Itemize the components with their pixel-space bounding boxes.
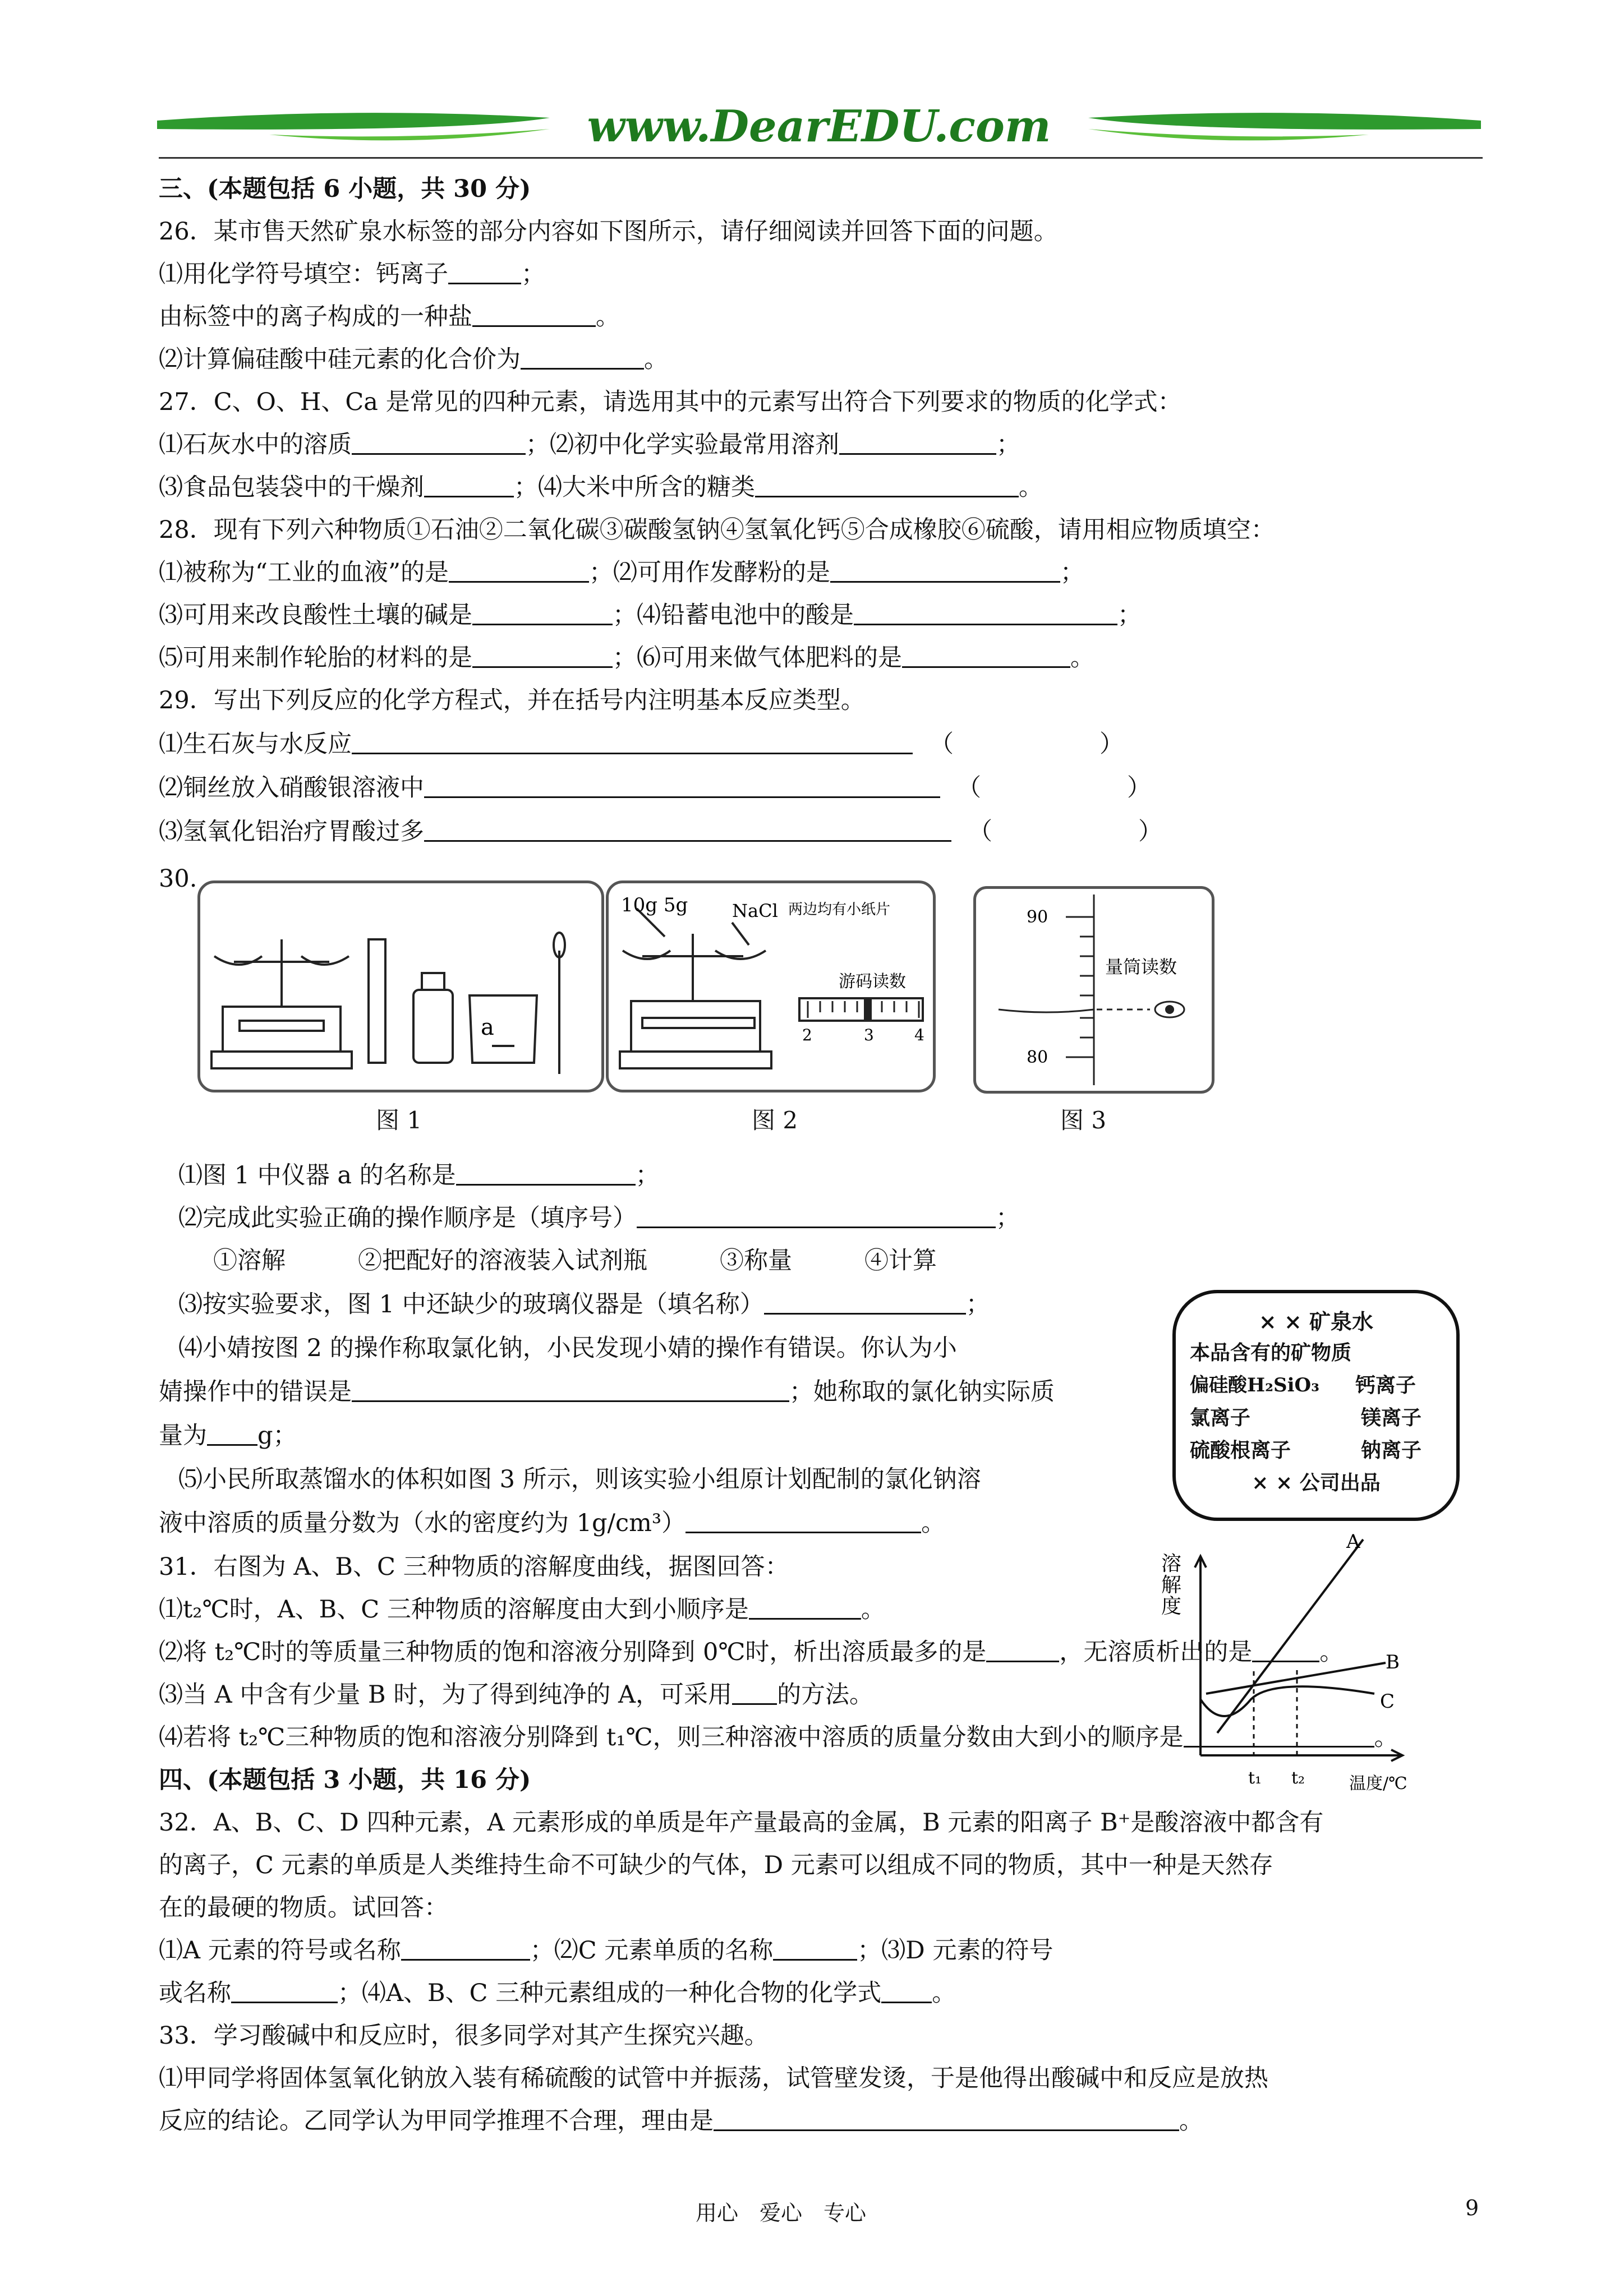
question-26: 26．某市售天然矿泉水标签的部分内容如下图所示，请仔细阅读并回答下面的问题。 bbox=[159, 218, 1058, 246]
question-31-4: ⑷若将 t₂℃三种物质的饱和溶液分别降到 t₁℃，则三种溶液中溶质的质量分数由大到小的顺序是 。 bbox=[159, 1723, 1398, 1751]
question-31-3: ⑶当 A 中含有少量 B 时，为了得到纯净的 A，可采用 的方法。 bbox=[159, 1681, 874, 1709]
weights-label: 10g 5g bbox=[621, 894, 688, 916]
answer-blank[interactable] bbox=[352, 434, 526, 455]
label-chloride: 氯离子 bbox=[1190, 1406, 1251, 1430]
question-31-1: ⑴t₂℃时，A、B、C 三种物质的溶解度由大到小顺序是 。 bbox=[159, 1596, 885, 1624]
figure-3-caption: 图 3 bbox=[1060, 1106, 1107, 1134]
answer-blank[interactable] bbox=[448, 264, 521, 284]
question-33-1b: 反应的结论。乙同学认为甲同学推理不合理，理由是 。 bbox=[159, 2107, 1203, 2135]
question-28-1: ⑴被称为“工业的血液”的是 ；⑵可用作发酵粉的是 ； bbox=[159, 559, 1084, 587]
label-line-1: 本品含有的矿物质 bbox=[1190, 1341, 1352, 1364]
question-32c: 在的最硬的物质。试回答： bbox=[159, 1894, 448, 1922]
question-26-1: ⑴用化学符号填空：钙离子 ； bbox=[159, 260, 545, 288]
answer-blank[interactable] bbox=[986, 1642, 1059, 1662]
label-company: × × 公司出品 bbox=[1252, 1471, 1381, 1495]
question-32b: 的离子，C 元素的单质是人类维持生命不可缺少的气体，D 元素可以组成不同的物质，其中一种是天然存 bbox=[159, 1851, 1273, 1879]
question-30-5: ⑸小民所取蒸馏水的体积如图 3 所示，则该实验小组原计划配制的氯化钠溶 bbox=[178, 1465, 981, 1493]
rider-tick: 4 bbox=[914, 1026, 924, 1044]
header-rule bbox=[159, 157, 1483, 159]
label-title: × × 矿泉水 bbox=[1258, 1309, 1374, 1334]
cylinder-80: 80 bbox=[1027, 1048, 1048, 1067]
answer-blank[interactable] bbox=[755, 477, 1019, 497]
answer-blank[interactable] bbox=[521, 349, 644, 370]
question-33: 33．学习酸碱中和反应时，很多同学对其产生探究兴趣。 bbox=[159, 2022, 769, 2050]
label-sulfate: 硫酸根离子 bbox=[1190, 1439, 1291, 1462]
question-30-4c: 量为 g； bbox=[159, 1422, 297, 1450]
figure-1 bbox=[197, 880, 604, 1092]
paper-note: 两边均有小纸片 bbox=[788, 901, 891, 918]
section-3-heading: 三、(本题包括 6 小题，共 30 分) bbox=[159, 175, 531, 203]
chart-ylabel-2: 解 bbox=[1161, 1574, 1182, 1597]
answer-blank[interactable] bbox=[472, 605, 613, 625]
answer-blank[interactable] bbox=[749, 1599, 861, 1620]
question-28: 28．现有下列六种物质①石油②二氧化碳③碳酸氢钠④氢氧化钙⑤合成橡胶⑥硫酸，请用相应物质填空： bbox=[159, 516, 1275, 544]
curve-a bbox=[1217, 1539, 1363, 1733]
section-4-heading: 四、(本题包括 3 小题，共 16 分) bbox=[159, 1766, 531, 1794]
question-30-5b: 液中溶质的质量分数为（水的密度约为 1g/cm³） 。 bbox=[159, 1509, 946, 1537]
label-magnesium: 镁离子 bbox=[1361, 1406, 1422, 1430]
question-30-4b: 婧操作中的错误是 ；她称取的氯化钠实际质 bbox=[159, 1378, 1055, 1406]
question-30-options: ①溶解 ②把配好的溶液装入试剂瓶 ③称量 ④计算 bbox=[213, 1247, 937, 1275]
question-28-5: ⑸可用来制作轮胎的材料的是 ；⑹可用来做气体肥料的是 。 bbox=[159, 644, 1094, 672]
solubility-chart bbox=[1150, 1525, 1430, 1795]
answer-blank[interactable] bbox=[456, 1165, 636, 1186]
answer-blank[interactable] bbox=[352, 734, 913, 754]
question-29-2: ⑵铜丝放入硝酸银溶液中 （ ） bbox=[159, 774, 1151, 802]
answer-blank[interactable] bbox=[424, 777, 940, 798]
chart-ylabel-1: 溶 bbox=[1161, 1552, 1182, 1575]
series-a-label: A bbox=[1346, 1530, 1360, 1553]
answer-blank[interactable] bbox=[472, 306, 596, 327]
question-30: 30. bbox=[159, 865, 197, 893]
label-sodium: 钠离子 bbox=[1361, 1439, 1422, 1462]
answer-blank[interactable] bbox=[830, 562, 1060, 583]
figure-1-caption: 图 1 bbox=[376, 1106, 422, 1134]
cylinder-90: 90 bbox=[1027, 907, 1048, 927]
chart-ylabel-3: 度 bbox=[1161, 1595, 1182, 1618]
answer-blank[interactable] bbox=[401, 1940, 530, 1961]
question-26-2: ⑵计算偏硅酸中硅元素的化合价为 。 bbox=[159, 345, 668, 374]
answer-blank[interactable] bbox=[773, 1940, 857, 1961]
question-28-3: ⑶可用来改良酸性土壤的碱是 ；⑷铅蓄电池中的酸是 ； bbox=[159, 601, 1142, 629]
label-calcium: 钙离子 bbox=[1355, 1373, 1416, 1397]
question-32: 32．A、B、C、D 四种元素，A 元素形成的单质是年产量最高的金属，B 元素的阳离子 B⁺是酸溶液中都含有 bbox=[159, 1809, 1324, 1837]
question-29: 29．写出下列反应的化学方程式，并在括号内注明基本反应类型。 bbox=[159, 686, 865, 714]
question-30-1: ⑴图 1 中仪器 a 的名称是 ； bbox=[178, 1161, 660, 1190]
label-silicic: 偏硅酸H₂SiO₃ bbox=[1190, 1374, 1319, 1396]
question-27: 27．C、O、H、Ca 是常见的四种元素，请选用其中的元素写出符合下列要求的物质的化学式： bbox=[159, 388, 1182, 416]
t2-label: t₂ bbox=[1291, 1768, 1305, 1788]
answer-blank[interactable] bbox=[854, 605, 1117, 625]
chart-xlabel: 温度/℃ bbox=[1349, 1774, 1407, 1794]
answer-blank[interactable] bbox=[686, 1513, 921, 1533]
question-27-3: ⑶食品包装袋中的干燥剂 ；⑷大米中所含的糖类 。 bbox=[159, 473, 1043, 501]
mineral-water-label bbox=[1172, 1290, 1460, 1521]
rider-tick: 2 bbox=[802, 1026, 812, 1044]
figure-2 bbox=[606, 880, 936, 1092]
rider-tick: 3 bbox=[864, 1026, 874, 1044]
answer-blank[interactable] bbox=[764, 1294, 966, 1315]
cylinder-read-label: 量筒读数 bbox=[1105, 956, 1177, 978]
answer-blank[interactable] bbox=[472, 647, 613, 668]
answer-blank[interactable] bbox=[839, 434, 996, 455]
question-30-2: ⑵完成此实验正确的操作顺序是（填序号） ； bbox=[178, 1204, 1020, 1232]
question-32-1b: 或名称 ；⑷A、B、C 三种元素组成的一种化合物的化学式 。 bbox=[159, 1979, 956, 2007]
question-29-1: ⑴生石灰与水反应 （ ） bbox=[159, 730, 1124, 758]
answer-blank[interactable] bbox=[732, 1684, 777, 1705]
footer-slogan: 用心 爱心 专心 bbox=[696, 2201, 867, 2225]
nacl-label: NaCl bbox=[732, 900, 778, 921]
question-27-1: ⑴石灰水中的溶质 ；⑵初中化学实验最常用溶剂 ； bbox=[159, 431, 1020, 459]
question-30-3: ⑶按实验要求，图 1 中还缺少的玻璃仪器是（填名称） ； bbox=[178, 1290, 990, 1318]
answer-blank[interactable] bbox=[637, 1207, 996, 1228]
figure-2-caption: 图 2 bbox=[752, 1106, 798, 1134]
t1-label: t₁ bbox=[1248, 1768, 1262, 1788]
question-32-1: ⑴A 元素的符号或名称 ；⑵C 元素单质的名称 ；⑶D 元素的符号 bbox=[159, 1937, 1053, 1965]
site-logo-text: www.DearEDU.com bbox=[587, 101, 1051, 152]
question-30-4: ⑷小婧按图 2 的操作称取氯化钠，小民发现小婧的操作有错误。你认为小 bbox=[178, 1334, 957, 1362]
question-29-3: ⑶氢氧化铝治疗胃酸过多 （ ） bbox=[159, 818, 1162, 846]
question-33-1: ⑴甲同学将固体氢氧化钠放入装有稀硫酸的试管中并振荡，试管壁发烫，于是他得出酸碱中和反应是放热 bbox=[159, 2064, 1268, 2092]
answer-blank[interactable] bbox=[449, 562, 589, 583]
question-31: 31．右图为 A、B、C 三种物质的溶解度曲线，据图回答： bbox=[159, 1553, 789, 1581]
answer-blank[interactable] bbox=[902, 647, 1070, 668]
answer-blank[interactable] bbox=[424, 477, 514, 497]
curve-b bbox=[1206, 1663, 1386, 1694]
answer-blank[interactable] bbox=[207, 1425, 257, 1446]
question-31-2: ⑵将 t₂℃时的等质量三种物质的饱和溶液分别降到 0℃时，析出溶质最多的是 ，无溶质析出的是 。 bbox=[159, 1638, 1344, 1666]
answer-blank[interactable] bbox=[352, 1381, 789, 1402]
answer-blank[interactable] bbox=[231, 1983, 338, 2003]
header-logo bbox=[157, 95, 1481, 157]
rider-label: 游码读数 bbox=[839, 972, 906, 992]
figure-3 bbox=[973, 886, 1214, 1094]
question-26-1b: 由标签中的离子构成的一种盐 。 bbox=[159, 303, 620, 331]
series-b-label: B bbox=[1386, 1651, 1400, 1673]
instrument-a-label: a bbox=[481, 1015, 494, 1040]
page-number: 9 bbox=[1465, 2196, 1479, 2220]
answer-blank[interactable] bbox=[424, 821, 951, 842]
answer-blank[interactable] bbox=[881, 1983, 932, 2003]
answer-blank[interactable] bbox=[714, 2110, 1179, 2131]
series-c-label: C bbox=[1380, 1690, 1395, 1713]
